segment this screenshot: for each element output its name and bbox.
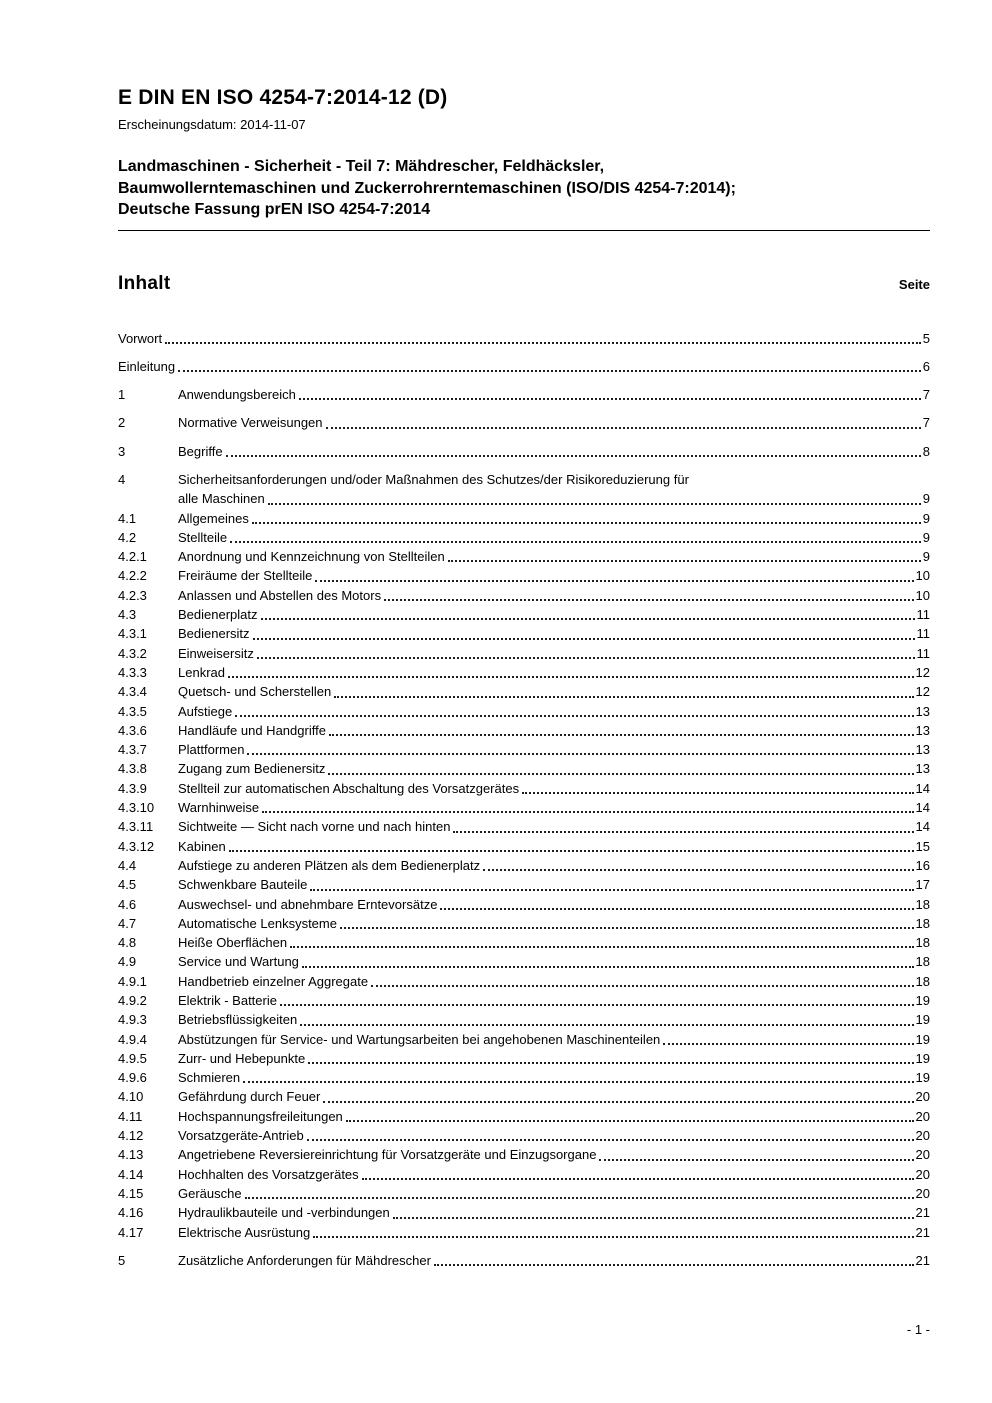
toc-entry-page-number: 19: [915, 993, 930, 1008]
toc-entry-number: 4.17: [118, 1224, 144, 1240]
toc-dot-leader: [262, 811, 913, 813]
toc-entry-page-number: 15: [915, 838, 930, 854]
toc-entry-line: [118, 856, 930, 875]
toc-entry-title: Bedienerplatz: [178, 607, 258, 623]
toc-entry-page-number: 5: [922, 330, 930, 346]
toc-entry-line: [118, 721, 930, 740]
toc-entry-number: 4.2.2: [118, 568, 147, 584]
toc-entry: [118, 1030, 930, 1049]
toc-entry-page-number: 7: [922, 387, 930, 403]
toc-entry: [118, 547, 930, 566]
toc-entry-page-number: 21: [915, 1224, 930, 1240]
toc-dot-leader: [384, 599, 913, 601]
toc-entry-line: [118, 489, 930, 508]
toc-dot-leader: [257, 657, 915, 659]
toc-entry-page-number: 14: [915, 819, 930, 835]
toc-dot-leader: [440, 908, 913, 910]
toc-entry-title: Sichtweite — Sicht nach vorne und nach hinten: [178, 819, 451, 835]
toc-entry-title: Elektrische Ausrüstung: [178, 1224, 311, 1240]
toc-dot-leader: [300, 1024, 913, 1026]
toc-entry-page-number: 20: [915, 1128, 930, 1144]
toc-entry-number: 4.1: [118, 510, 137, 526]
toc-entry-number: 4.16: [118, 1205, 144, 1221]
toc-entry-number: 4.11: [118, 1108, 143, 1124]
toc-entry-number: 4.9.1: [118, 973, 147, 989]
toc-entry-title: Anlassen und Abstellen des Motors: [178, 587, 382, 603]
toc-entry: [118, 1145, 930, 1164]
toc-dot-leader: [483, 869, 913, 871]
toc-entry-title: Abstützungen für Service- und Wartungsarbeiten bei angehobenen Maschinenteilen: [178, 1031, 661, 1047]
toc-dot-leader: [290, 946, 913, 948]
subtitle-line-1: Landmaschinen - Sicherheit - Teil 7: Mähdrescher, Feldhäcksler,: [118, 158, 605, 175]
toc-dot-leader: [253, 638, 915, 640]
toc-dot-leader: [328, 773, 913, 775]
toc-entry-title: Begriffe: [178, 443, 223, 459]
toc-entry-title: Angetriebene Reversiereinrichtung für Vorsatzgeräte und Einzugsorgane: [178, 1147, 597, 1163]
toc-entry-page-number: 13: [915, 703, 930, 719]
toc-entry-title: Betriebsflüssigkeiten: [178, 1012, 298, 1028]
toc-entry: [118, 1203, 930, 1222]
toc-entry-number: 4.3.3: [118, 664, 147, 680]
toc-entry-page-number: 14: [915, 780, 930, 796]
toc-dot-leader: [229, 850, 914, 852]
toc-entry: [118, 740, 930, 759]
toc-entry: [118, 817, 930, 836]
toc-entry-line: [118, 779, 930, 798]
toc-entry: [118, 1107, 930, 1126]
toc-entry-number: 4.3.2: [118, 645, 147, 661]
toc-entry-title: Freiräume der Stellteile: [178, 568, 313, 584]
toc-entry: [118, 702, 930, 721]
toc-entry-line: [118, 329, 930, 348]
toc-entry-page-number: 9: [922, 529, 930, 545]
page-number: - 1 -: [906, 1322, 930, 1337]
toc-entry: [118, 509, 930, 528]
toc-entry-line: [118, 1251, 930, 1270]
toc-entry-line: [118, 1030, 930, 1049]
toc-entry-title: Aufstiege: [178, 703, 233, 719]
toc-entry-page-number: 20: [915, 1185, 930, 1201]
toc-dot-leader: [371, 985, 913, 987]
toc-entry: [118, 470, 930, 509]
toc-entry-page-number: 20: [915, 1166, 930, 1182]
toc-dot-leader: [178, 370, 921, 372]
toc-entry-title: alle Maschinen: [178, 491, 265, 507]
toc-entry: [118, 952, 930, 971]
toc-entry-title: Kabinen: [178, 838, 226, 854]
toc-entry-title: Hydraulikbauteile und -verbindungen: [178, 1205, 390, 1221]
toc-entry-line: [118, 605, 930, 624]
toc-entry: [118, 1068, 930, 1087]
toc-entry-title: Hochspannungsfreileitungen: [178, 1108, 343, 1124]
toc-entry-title: Sicherheitsanforderungen und/oder Maßnahmen des Schutzes/der Risikoreduzierung für: [178, 471, 689, 487]
toc-entry-line: [118, 413, 930, 432]
toc-entry-number: 4.2.1: [118, 549, 147, 565]
toc-entry-line: [118, 798, 930, 817]
toc-dot-leader: [599, 1159, 913, 1161]
toc-entry-title: Vorsatzgeräte-Antrieb: [178, 1128, 304, 1144]
toc-entry-page-number: 11: [916, 607, 930, 623]
toc-dot-leader: [307, 1139, 914, 1141]
toc-entry-page-number: 18: [915, 954, 930, 970]
toc-entry-number: 4.3.10: [118, 800, 155, 816]
toc-entry: [118, 1010, 930, 1029]
toc-header: [118, 273, 930, 295]
toc-heading: Inhalt: [118, 272, 171, 294]
toc-entry-page-number: 9: [922, 549, 930, 565]
toc-entry-title: Geräusche: [178, 1185, 242, 1201]
toc-entry-title: Quetsch- und Scherstellen: [178, 684, 332, 700]
toc-entry-page-number: 20: [915, 1089, 930, 1105]
toc-dot-leader: [165, 342, 921, 344]
toc-entry: [118, 605, 930, 624]
toc-entry-line: [118, 952, 930, 971]
toc-entry: [118, 442, 930, 461]
toc-entry-number: 4.13: [118, 1147, 144, 1163]
toc-entry: [118, 329, 930, 348]
toc-entry-page-number: 18: [915, 935, 930, 951]
toc-entry-number: 4.6: [118, 896, 137, 912]
toc-entry: [118, 1087, 930, 1106]
toc-entry-number: 4.8: [118, 935, 137, 951]
toc-entry: [118, 1049, 930, 1068]
toc-entry: [118, 895, 930, 914]
toc-entry-line: [118, 1068, 930, 1087]
toc-entry: [118, 759, 930, 778]
toc-entry-page-number: 17: [915, 877, 930, 893]
toc-dot-leader: [453, 831, 913, 833]
toc-entry-title: Schmieren: [178, 1070, 241, 1086]
toc-entry-number: 4.9.5: [118, 1050, 147, 1066]
publication-date: Erscheinungsdatum: 2014-11-07: [118, 117, 306, 132]
toc-entry-page-number: 18: [915, 896, 930, 912]
toc-entry-line: [118, 442, 930, 461]
toc-entry-number: 4.3.8: [118, 761, 147, 777]
toc-entry-line: [118, 624, 930, 643]
toc-entry-line: [118, 875, 930, 894]
toc-entry-line: [118, 566, 930, 585]
toc-entry-page-number: 9: [922, 510, 930, 526]
toc-entry-line: [118, 895, 930, 914]
toc-entry-page-number: 12: [915, 664, 930, 680]
toc-entry-page-number: 11: [916, 645, 930, 661]
toc-entry-page-number: 10: [915, 568, 930, 584]
toc-dot-leader: [299, 398, 921, 400]
toc-entry-line: [118, 1184, 930, 1203]
toc-entry-line: [118, 914, 930, 933]
toc-entry-page-number: 20: [915, 1108, 930, 1124]
toc-dot-leader: [247, 753, 913, 755]
toc-entry-page-number: 12: [915, 684, 930, 700]
toc-entry: [118, 586, 930, 605]
toc-entry: [118, 624, 930, 643]
toc-entry-number: 4.10: [118, 1089, 144, 1105]
toc-entry-number: 4.3.12: [118, 838, 155, 854]
toc-entry-title: Zurr- und Hebepunkte: [178, 1050, 306, 1066]
toc-dot-leader: [346, 1120, 914, 1122]
toc-entry-page-number: 19: [915, 1031, 930, 1047]
toc-entry: [118, 875, 930, 894]
toc-entry-line: [118, 1010, 930, 1029]
toc-entry-number: 4.3.7: [118, 742, 147, 758]
toc-dot-leader: [362, 1178, 914, 1180]
toc-entry-line: [118, 1126, 930, 1145]
toc-entry-number: 2: [118, 415, 126, 431]
toc-entry: [118, 837, 930, 856]
toc-entry-page-number: 13: [915, 761, 930, 777]
toc-dot-leader: [302, 966, 914, 968]
toc-entry-number: 4.3.5: [118, 703, 147, 719]
toc-dot-leader: [329, 734, 914, 736]
toc-dot-leader: [310, 889, 913, 891]
toc-entry-title: Hochhalten des Vorsatzgerätes: [178, 1166, 359, 1182]
toc-dot-leader: [280, 1004, 914, 1006]
toc-entry-page-number: 8: [922, 443, 930, 459]
toc-dot-leader: [434, 1264, 914, 1266]
toc-entry: [118, 1165, 930, 1184]
toc-entry-title: Plattformen: [178, 742, 245, 758]
toc-dot-leader: [268, 503, 921, 505]
toc-entry: [118, 528, 930, 547]
toc-entry: [118, 357, 930, 376]
toc-entry: [118, 914, 930, 933]
toc-entry-title: Auswechsel- und abnehmbare Erntevorsätze: [178, 896, 438, 912]
toc-entry-line: [118, 1223, 930, 1242]
toc-dot-leader: [308, 1062, 913, 1064]
toc-entry-number: 4.9.3: [118, 1012, 147, 1028]
toc-entry-title: Zusätzliche Anforderungen für Mähdrescher: [178, 1252, 431, 1268]
toc-entry-line: [118, 682, 930, 701]
toc-dot-leader: [334, 696, 913, 698]
toc-entry-line: [118, 972, 930, 991]
toc-entry-line: [118, 759, 930, 778]
toc-entry-title: Zugang zum Bedienersitz: [178, 761, 326, 777]
toc-entry-number: 4.15: [118, 1185, 144, 1201]
toc-entry-page-number: 18: [915, 973, 930, 989]
toc-entry-number: 3: [118, 443, 126, 459]
toc-entry-line: [118, 357, 930, 376]
toc-entry: [118, 682, 930, 701]
toc-entry-page-number: 14: [915, 800, 930, 816]
toc-entry-page-number: 19: [915, 1070, 930, 1086]
toc-entry-line: [118, 1107, 930, 1126]
toc-dot-leader: [448, 560, 921, 562]
toc-entry-line: [118, 470, 930, 489]
toc-entry-number: 4.7: [118, 915, 137, 931]
document-title: E DIN EN ISO 4254-7:2014-12 (D): [118, 86, 448, 109]
toc-entry-number: 4.3.4: [118, 684, 147, 700]
toc-entry-title: Schwenkbare Bauteile: [178, 877, 308, 893]
toc-entry-line: [118, 528, 930, 547]
toc-entry-title: Anwendungsbereich: [178, 387, 296, 403]
toc-dot-leader: [245, 1197, 914, 1199]
toc-entry-line: [118, 663, 930, 682]
toc-entry-line: [118, 933, 930, 952]
toc-dot-leader: [323, 1101, 913, 1103]
toc-entry-title: Service und Wartung: [178, 954, 299, 970]
toc-entry: [118, 856, 930, 875]
toc-entry-number: 4.9.4: [118, 1031, 147, 1047]
toc-entry-page-number: 21: [915, 1205, 930, 1221]
toc-entry-title: Bedienersitz: [178, 626, 250, 642]
toc-entry-page-number: 18: [915, 915, 930, 931]
toc-entry-number: 4.4: [118, 857, 137, 873]
toc-entry-number: 4.3: [118, 607, 137, 623]
toc-entry: [118, 991, 930, 1010]
toc-entry-title: Warnhinweise: [178, 800, 260, 816]
toc-entry: [118, 413, 930, 432]
toc-page-column-label: Seite: [898, 276, 930, 292]
toc-entry-title: Elektrik - Batterie: [178, 993, 277, 1008]
toc-dot-leader: [226, 455, 921, 457]
toc-entry: [118, 779, 930, 798]
toc-dot-leader: [230, 541, 921, 543]
toc-dot-leader: [340, 927, 914, 929]
toc-entry-title: Gefährdung durch Feuer: [178, 1089, 321, 1105]
toc-entry-page-number: 13: [915, 742, 930, 758]
toc-dot-leader: [326, 427, 921, 429]
toc-entry-number: 4.3.11: [118, 819, 154, 835]
toc-entry-number: 4.9.6: [118, 1070, 147, 1086]
toc-entry-page-number: 19: [915, 1012, 930, 1028]
toc-entry: [118, 933, 930, 952]
toc-entry: [118, 1126, 930, 1145]
toc-entry-number: 4.9.2: [118, 993, 147, 1008]
toc-entry-line: [118, 644, 930, 663]
toc-entry-title: Heiße Oberflächen: [178, 935, 288, 951]
toc-dot-leader: [228, 676, 914, 678]
toc-dot-leader: [252, 522, 921, 524]
subtitle-line-3: Deutsche Fassung prEN ISO 4254-7:2014: [118, 201, 431, 218]
toc-entry-line: [118, 837, 930, 856]
toc-entry: [118, 798, 930, 817]
toc-dot-leader: [393, 1217, 914, 1219]
toc-dot-leader: [261, 618, 915, 620]
subtitle-line-2: Baumwollerntemaschinen und Zuckerrohrerntemaschinen (ISO/DIS 4254-7:2014);: [118, 179, 736, 197]
toc-entry-title: Einweisersitz: [178, 645, 254, 661]
toc-entry-line: [118, 586, 930, 605]
toc-entry-title: Allgemeines: [178, 510, 249, 526]
toc-entry-number: 4.3.1: [118, 626, 147, 642]
toc-dot-leader: [522, 792, 913, 794]
toc-entry-page-number: 16: [915, 857, 930, 873]
toc-entry: [118, 644, 930, 663]
toc-entry-title: Handläufe und Handgriffe: [178, 722, 326, 738]
toc-entry-number: 4.12: [118, 1128, 144, 1144]
toc-entry-line: [118, 385, 930, 404]
toc-entry-line: [118, 1165, 930, 1184]
toc-entry-title: Automatische Lenksysteme: [178, 915, 337, 931]
toc-entry-page-number: 6: [922, 358, 930, 374]
toc-entry-number: 4.2: [118, 529, 137, 545]
toc-entry-page-number: 19: [915, 1050, 930, 1066]
toc-entry-number: 4.14: [118, 1166, 144, 1182]
toc-entry-line: [118, 547, 930, 566]
toc-dot-leader: [243, 1081, 913, 1083]
toc-entry: [118, 566, 930, 585]
toc-dot-leader: [313, 1236, 913, 1238]
toc-dot-leader: [315, 580, 913, 582]
toc-list: [118, 329, 930, 1271]
toc-dot-leader: [663, 1043, 913, 1045]
toc-entry-number: 4.2.3: [118, 587, 147, 603]
toc-entry-number: 5: [118, 1252, 126, 1268]
toc-entry-title: Aufstiege zu anderen Plätzen als dem Bedienerplatz: [178, 857, 481, 873]
toc-entry-line: [118, 702, 930, 721]
toc-entry-page-number: 20: [915, 1147, 930, 1163]
toc-entry-page-number: 10: [915, 587, 930, 603]
toc-entry-page-number: 13: [915, 722, 930, 738]
toc-entry: [118, 663, 930, 682]
toc-entry: [118, 1223, 930, 1242]
toc-entry-page-number: 9: [922, 491, 930, 507]
toc-entry-number: 4: [118, 471, 126, 487]
toc-entry-number: 4.9: [118, 954, 137, 970]
toc-entry-title: Lenkrad: [178, 664, 225, 680]
toc-entry-line: [118, 740, 930, 759]
toc-entry-title: Normative Verweisungen: [178, 415, 323, 431]
toc-entry: [118, 385, 930, 404]
toc-entry-title: Stellteil zur automatischen Abschaltung des Vorsatzgerätes: [178, 780, 520, 796]
toc-entry: [118, 1251, 930, 1270]
toc-entry: [118, 972, 930, 991]
toc-entry-title: Stellteile: [178, 529, 228, 545]
toc-entry-line: [118, 509, 930, 528]
toc-entry-number: 1: [118, 387, 126, 403]
toc-entry: [118, 721, 930, 740]
toc-entry-number: 4.3.6: [118, 722, 147, 738]
toc-dot-leader: [235, 715, 913, 717]
toc-entry-number: 4.5: [118, 877, 137, 893]
toc-entry-line: [118, 1145, 930, 1164]
toc-entry-line: [118, 1203, 930, 1222]
toc-entry-line: [118, 1049, 930, 1068]
toc-entry-title: Vorwort: [118, 330, 163, 346]
toc-entry-title: Einleitung: [118, 358, 176, 374]
toc-entry-number: 4.3.9: [118, 780, 147, 796]
toc-entry-line: [118, 817, 930, 836]
toc-entry-title: Anordnung und Kennzeichnung von Stellteilen: [178, 549, 445, 565]
toc-entry-line: [118, 1087, 930, 1106]
toc-entry-title: Handbetrieb einzelner Aggregate: [178, 973, 369, 989]
toc-entry-page-number: 21: [915, 1252, 930, 1268]
toc-entry-page-number: 11: [916, 626, 930, 642]
toc-entry: [118, 1184, 930, 1203]
document-subtitle: [118, 156, 930, 231]
toc-entry-line: [118, 991, 930, 1010]
toc-entry-page-number: 7: [922, 415, 930, 431]
